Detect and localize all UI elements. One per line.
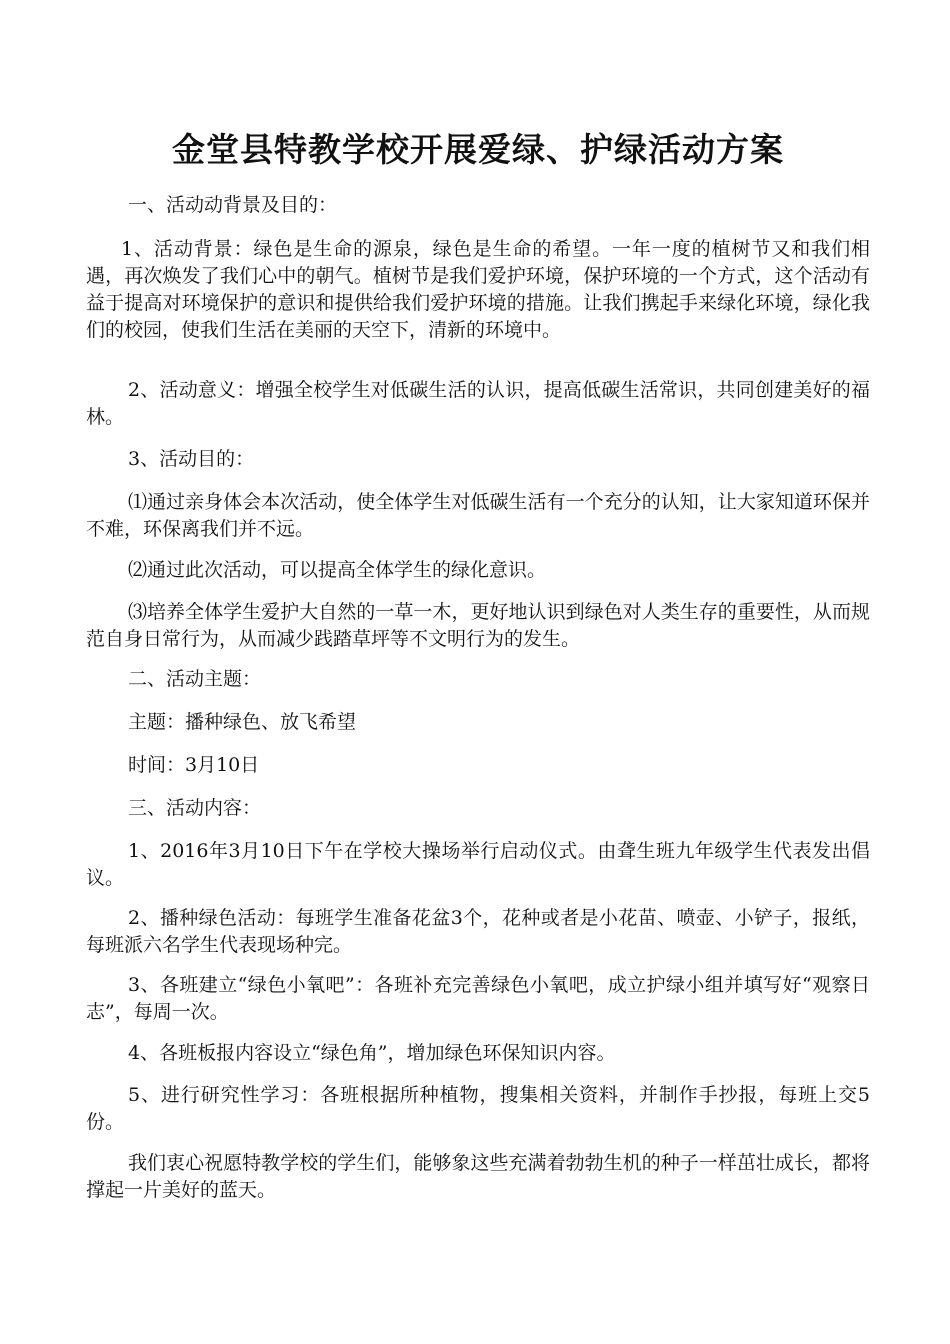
section-heading-background: 一、活动动背景及目的： bbox=[128, 194, 338, 216]
paragraph-content-4: 4、各班板报内容设立“绿色角”，增加绿色环保知识内容。 bbox=[128, 1042, 616, 1064]
section-heading-theme: 二、活动主题： bbox=[128, 668, 262, 690]
paragraph-purpose-1: ⑴通过亲身体会本次活动，使全体学生对低碳生活有一个充分的认知，让大家知道环保并不难，环保离我们并不远。 bbox=[86, 491, 870, 540]
document-title: 金堂县特教学校开展爱绿、护绿活动方案 bbox=[172, 130, 784, 169]
paragraph-content-3: 3、各班建立“绿色小氧吧”：各班补充完善绿色小氧吧，成立护绿小组并填写好“观察日志”，每周一次。 bbox=[86, 974, 870, 1023]
paragraph-activity-background: 1、活动背景：绿色是生命的源泉，绿色是生命的希望。一年一度的植树节又和我们相遇，再次焕发了我们心中的朝气。植树节是我们爱护环境，保护环境的一个方式，这个活动有益于提高对环境保护的意识和提供给我们爱护环境的措施。让我们携起手来绿化环境，绿化我们的校园，使我们生活在美丽的天空下，清新的环境中。 bbox=[86, 238, 870, 341]
section-heading-content: 三、活动内容： bbox=[128, 797, 262, 819]
paragraph-purpose-3: ⑶培养全体学生爱护大自然的一草一木，更好地认识到绿色对人类生存的重要性，从而规范自身日常行为，从而减少践踏草坪等不文明行为的发生。 bbox=[86, 601, 870, 650]
paragraph-activity-significance: 2、活动意义：增强全校学生对低碳生活的认识，提高低碳生活常识，共同创建美好的福林。 bbox=[86, 379, 870, 428]
document-page bbox=[86, 0, 870, 1344]
paragraph-closing: 我们衷心祝愿特教学校的学生们，能够象这些充满着勃勃生机的种子一样茁壮成长，都将撑起一片美好的蓝天。 bbox=[86, 1152, 870, 1201]
paragraph-content-5: 5、进行研究性学习：各班根据所种植物，搜集相关资料，并制作手抄报，每班上交5份。 bbox=[86, 1084, 870, 1133]
paragraph-time: 时间：3月10日 bbox=[128, 754, 260, 776]
paragraph-purpose-2: ⑵通过此次活动，可以提高全体学生的绿化意识。 bbox=[128, 559, 547, 581]
paragraph-theme: 主题：播种绿色、放飞希望 bbox=[128, 711, 357, 733]
paragraph-content-2: 2、播种绿色活动：每班学生准备花盆3个，花种或者是小花苗、喷壶、小铲子，报纸，每班派六名学生代表现场种完。 bbox=[86, 907, 870, 956]
paragraph-content-1: 1、2016年3月10日下午在学校大操场举行启动仪式。由聋生班九年级学生代表发出倡议。 bbox=[86, 840, 870, 889]
paragraph-activity-purpose-heading: 3、活动目的： bbox=[128, 448, 255, 470]
